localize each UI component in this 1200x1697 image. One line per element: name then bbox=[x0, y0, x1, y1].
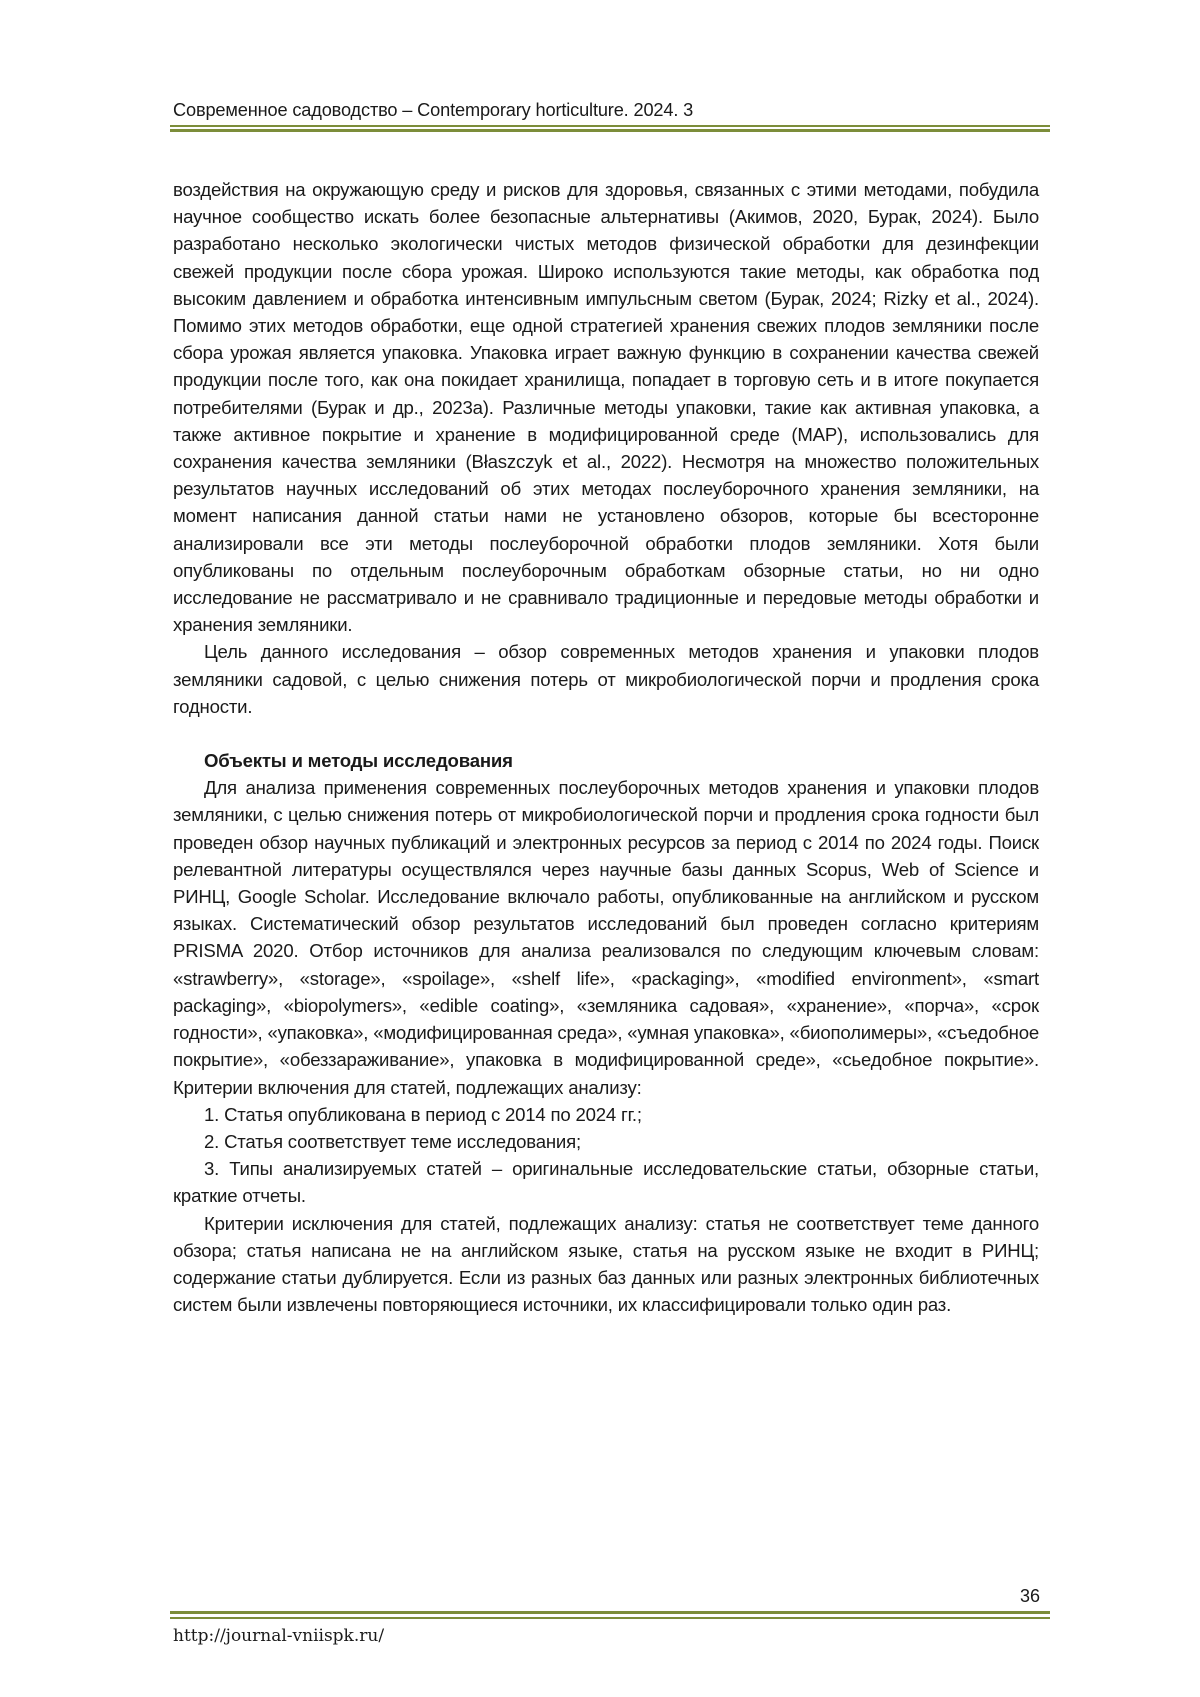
footer-rule-thin bbox=[170, 1617, 1050, 1619]
inclusion-criterion-3: 3. Типы анализируемых статей – оригинальные исследовательские статьи, обзорные статьи, краткие отчеты. bbox=[173, 1158, 1039, 1207]
header-rule-thin bbox=[170, 125, 1050, 127]
page-number: 36 bbox=[1019, 1586, 1040, 1606]
header-rule-thick bbox=[170, 129, 1050, 132]
paragraph-methods: Для анализа применения современных послеуборочных методов хранения и упаковки плодов земляники, с целью снижения потерь от микробиологической порчи и продления срока годности был проведен обзор научных публикаций и электронных ресурсов за период с 2014 по 2024 годы. Поиск релевантной литературы осуществлялся через научные базы данных Scopus, Web of Science и РИНЦ, Google Scholar. Исследование включало работы, опубликованные на английском и русском языках. Систематический обзор результатов исследований был проведен согласно критериям PRISMA 2020. Отбор источников для анализа реализовался по следующим ключевым словам: «strawberry», «storage», «spoilage», «shelf life», «packaging», «modified environment», «smart packaging», «biopolymers», «edible coating», «земляника садовая», «хранение», «порча», «срок годности», «упаковка», «модифицированная среда», «умная упаковка», «биополимеры», «съедобное покрытие», «обеззараживание», упаковка в модифицированной среде», «сьедобное покрытие». Критерии включения для статей, подлежащих анализу: bbox=[173, 777, 1039, 1098]
inclusion-criterion-1: 1. Статья опубликована в период с 2014 по 2024 гг.; bbox=[204, 1103, 642, 1125]
paragraph-intro-continued: воздействия на окружающую среду и рисков для здоровья, связанных с этими методами, побудила научное сообщество искать более безопасные альтернативы (Акимов, 2020, Бурак, 2024). Было разработано несколько экологически чистых методов физической обработки для дезинфекции свежей продукции после сбора урожая. Широко используются такие методы, как обработка под высоким давлением и обработка интенсивным импульсным светом (Бурак, 2024; Rizky et al., 2024). Помимо этих методов обработки, еще одной стратегией хранения свежих плодов земляники после сбора урожая является упаковка. Упаковка играет важную функцию в сохранении качества свежей продукции после того, как она покидает хранилища, попадает в торговую сеть и в итоге покупается потребителями (Бурак и др., 2023а). Различные методы упаковки, такие как активная упаковка, а также активное покрытие и хранение в модифицированной среде (MAP), использовались для сохранения качества земляники (Błaszczyk et al., 2022). Несмотря на множество положительных результатов научных исследований об этих методах послеуборочного хранения земляники, на момент написания данной статьи нами не установлено обзоров, которые бы всесторонне анализировали все эти методы послеуборочной обработки плодов земляники. Хотя были опубликованы по отдельным послеуборочным обработкам обзорные статьи, но ни одно исследование не рассматривало и не сравнивало традиционные и передовые методы обработки и хранения земляники. bbox=[173, 179, 1039, 636]
section-heading: Объекты и методы исследования bbox=[204, 750, 513, 772]
paragraph-aim: Цель данного исследования – обзор современных методов хранения и упаковки плодов земляники садовой, с целью снижения потерь от микробиологической порчи и продления срока годности. bbox=[173, 641, 1039, 717]
inclusion-criterion-2: 2. Статья соответствует теме исследования; bbox=[204, 1130, 581, 1152]
journal-url-link[interactable]: http://journal-vniispk.ru/ bbox=[173, 1626, 385, 1646]
journal-title: Современное садоводство – Contemporary horticulture. 2024. 3 bbox=[173, 100, 694, 120]
paragraph-exclusion: Критерии исключения для статей, подлежащих анализу: статья не соответствует теме данного обзора; статья написана не на английском языке, статья на русском языке не входит в РИНЦ; содержание статьи дублируется. Если из разных баз данных или разных электронных библиотечных систем были извлечены повторяющиеся источники, их классифицировали только один раз. bbox=[173, 1212, 1039, 1316]
footer-rule-thick bbox=[170, 1611, 1050, 1614]
article-body bbox=[173, 176, 1039, 1318]
